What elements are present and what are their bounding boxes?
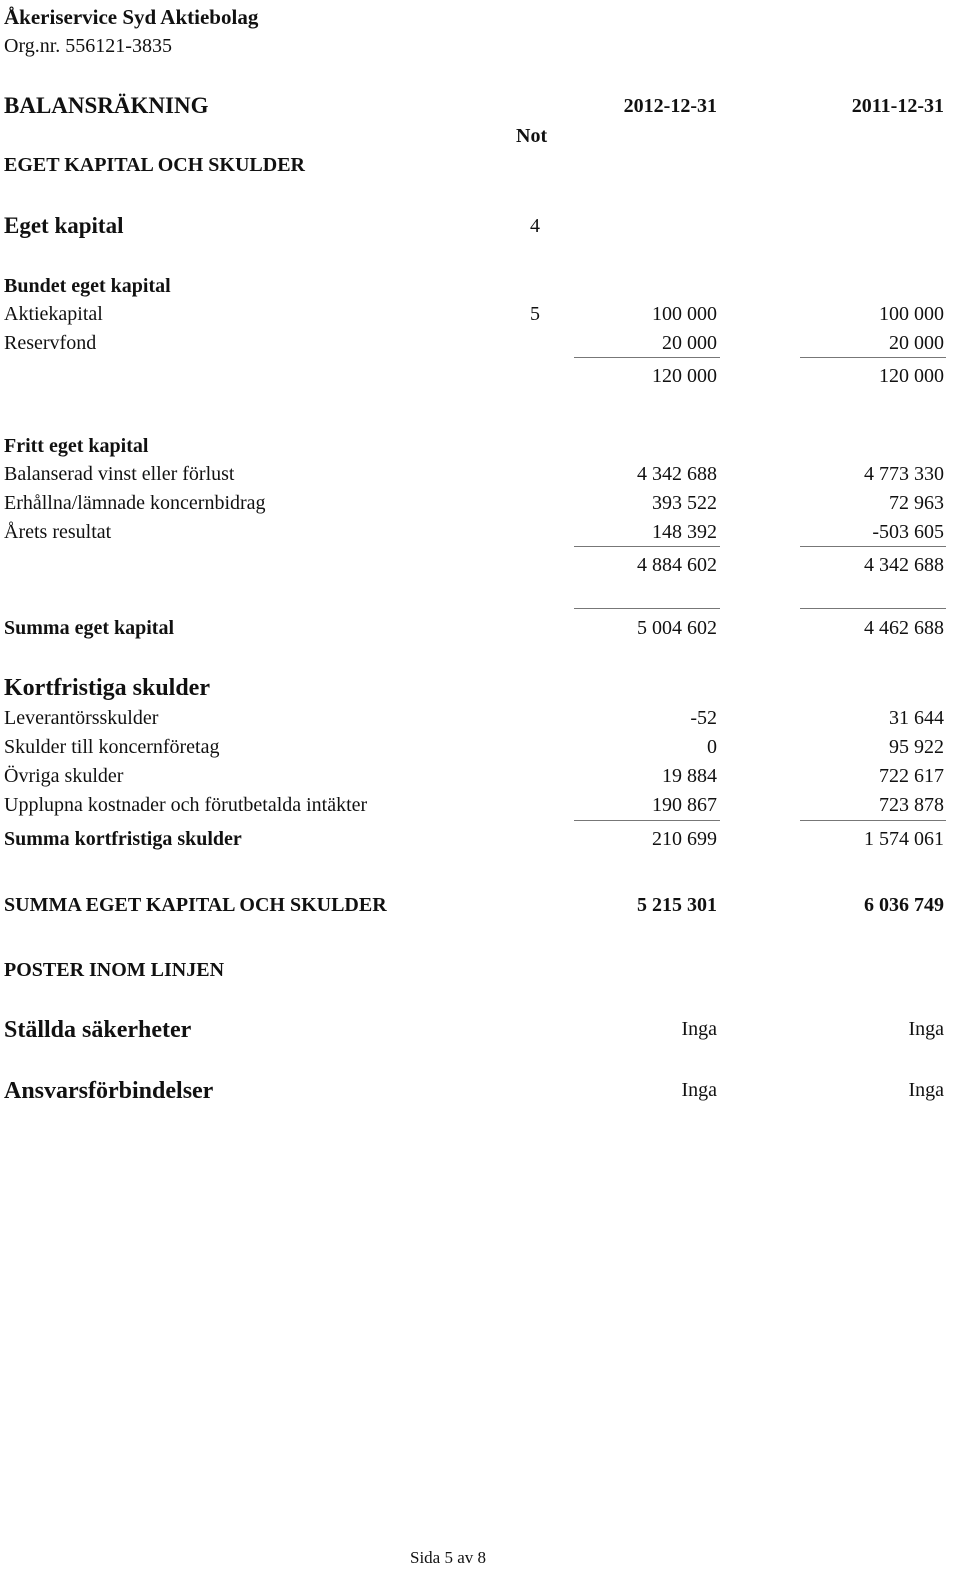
row-value-2012: 100 000 — [652, 303, 717, 325]
summa-kortfristiga-label: Summa kortfristiga skulder — [4, 828, 242, 850]
row-value-2011: 722 617 — [879, 765, 944, 787]
row-label: Aktiekapital — [4, 303, 103, 325]
subtotal-rule — [574, 820, 720, 821]
summa-eget-kapital-2011: 4 462 688 — [864, 617, 944, 639]
fritt-heading: Fritt eget kapital — [4, 435, 149, 457]
subtotal-2011: 4 342 688 — [864, 554, 944, 576]
ansvarsforbindelser-2012: Inga — [681, 1079, 717, 1101]
row-value-2011: 31 644 — [889, 707, 944, 729]
row-value-2012: 4 342 688 — [637, 463, 717, 485]
total-rule — [574, 608, 720, 609]
row-label: Övriga skulder — [4, 765, 124, 787]
row-label: Upplupna kostnader och förutbetalda intäkter — [4, 794, 368, 816]
row-value-2012: -52 — [690, 707, 717, 729]
kortfristiga-heading: Kortfristiga skulder — [4, 675, 210, 701]
summa-total-label: SUMMA EGET KAPITAL OCH SKULDER — [4, 894, 387, 916]
row-label: Reservfond — [4, 332, 97, 354]
org-number: Org.nr. 556121-3835 — [4, 35, 172, 57]
subtotal-2012: 120 000 — [652, 365, 717, 387]
stallda-sakerheter-2012: Inga — [681, 1018, 717, 1040]
stallda-sakerheter-2011: Inga — [908, 1018, 944, 1040]
summa-eget-kapital-2012: 5 004 602 — [637, 617, 717, 639]
row-value-2012: 20 000 — [662, 332, 717, 354]
row-label: Skulder till koncernföretag — [4, 736, 220, 758]
row-label: Årets resultat — [4, 521, 112, 543]
report-title: BALANSRÄKNING — [4, 93, 209, 118]
summa-kortfristiga-2011: 1 574 061 — [864, 828, 944, 850]
company-name: Åkeriservice Syd Aktiebolag — [4, 5, 259, 29]
ansvarsforbindelser-2011: Inga — [908, 1079, 944, 1101]
note-column-header: Not — [516, 125, 548, 147]
row-label: Balanserad vinst eller förlust — [4, 463, 235, 485]
page-number: Sida 5 av 8 — [410, 1548, 487, 1567]
row-value-2011: 4 773 330 — [864, 463, 944, 485]
row-value-2012: 19 884 — [662, 765, 717, 787]
stallda-sakerheter-label: Ställda säkerheter — [4, 1017, 192, 1043]
row-value-2012: 393 522 — [652, 492, 717, 514]
eget-kapital-heading: Eget kapital — [4, 213, 124, 238]
summa-total-2012: 5 215 301 — [637, 894, 717, 916]
column-header-2012: 2012-12-31 — [623, 95, 717, 117]
row-value-2012: 148 392 — [652, 521, 717, 543]
row-label: Leverantörsskulder — [4, 707, 159, 729]
row-value-2011: -503 605 — [872, 521, 944, 543]
summa-total-2011: 6 036 749 — [864, 894, 944, 916]
summa-eget-kapital-label: Summa eget kapital — [4, 617, 174, 639]
subtotal-2012: 4 884 602 — [637, 554, 717, 576]
row-value-2011: 100 000 — [879, 303, 944, 325]
bundet-heading: Bundet eget kapital — [4, 275, 171, 297]
subtotal-2011: 120 000 — [879, 365, 944, 387]
column-header-2011: 2011-12-31 — [851, 95, 944, 117]
row-value-2012: 190 867 — [652, 794, 717, 816]
subtotal-rule — [800, 357, 946, 358]
section-title: EGET KAPITAL OCH SKULDER — [4, 154, 305, 176]
subtotal-rule — [800, 820, 946, 821]
row-value-2011: 95 922 — [889, 736, 944, 758]
subtotal-rule — [574, 546, 720, 547]
row-value-2011: 723 878 — [879, 794, 944, 816]
row-value-2011: 72 963 — [889, 492, 944, 514]
ansvarsforbindelser-label: Ansvarsförbindelser — [4, 1078, 214, 1104]
eget-kapital-note: 4 — [530, 215, 540, 237]
poster-heading: POSTER INOM LINJEN — [4, 959, 225, 981]
row-note: 5 — [530, 303, 540, 325]
row-value-2012: 0 — [707, 736, 717, 758]
row-value-2011: 20 000 — [889, 332, 944, 354]
subtotal-rule — [574, 357, 720, 358]
summa-kortfristiga-2012: 210 699 — [652, 828, 717, 850]
total-rule — [800, 608, 946, 609]
subtotal-rule — [800, 546, 946, 547]
row-label: Erhållna/lämnade koncernbidrag — [4, 492, 266, 514]
